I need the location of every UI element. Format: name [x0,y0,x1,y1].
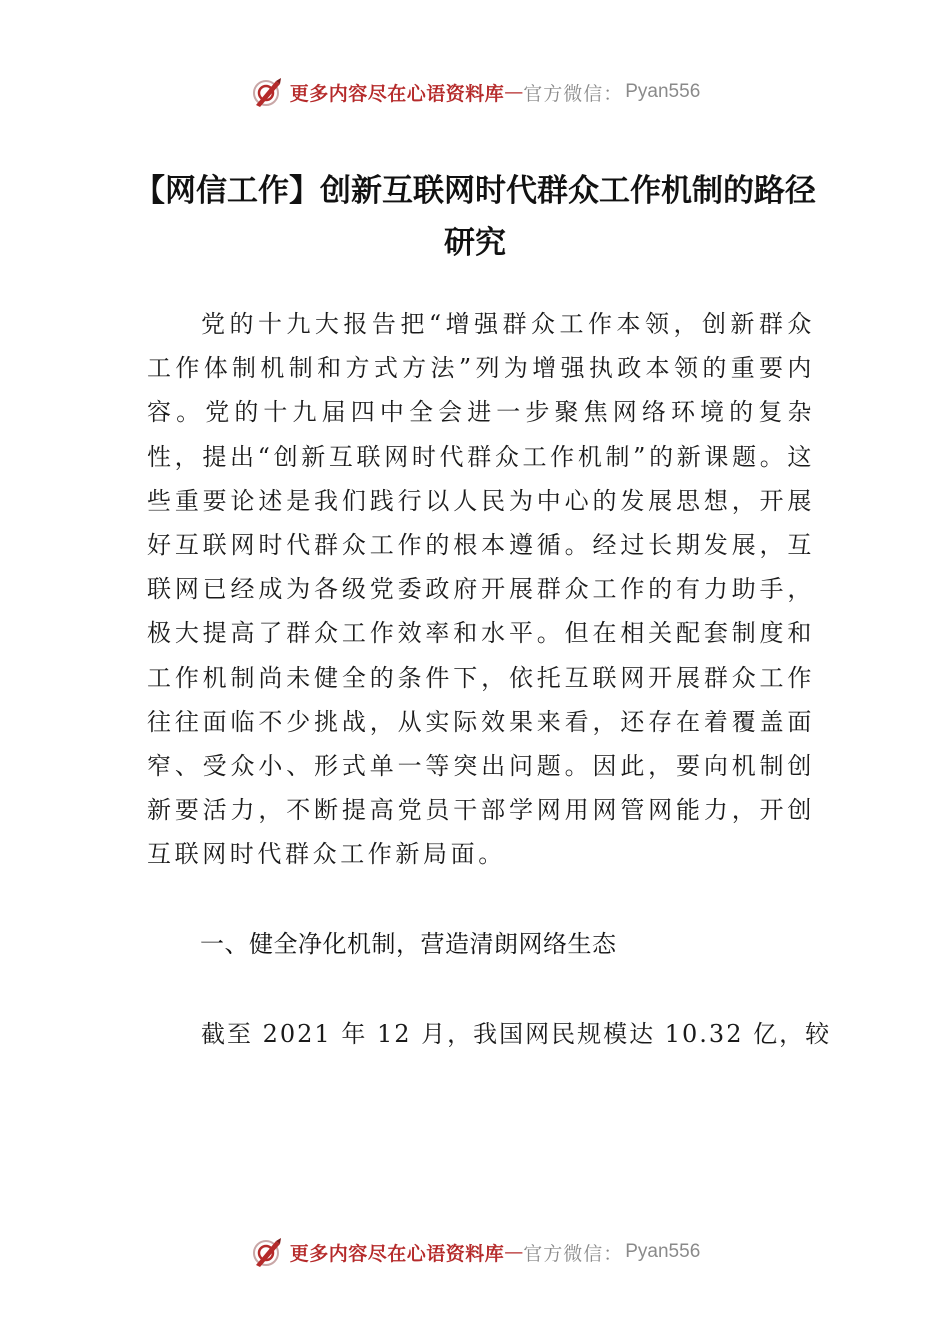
footer-banner [0,1232,950,1272]
banner-wechat-id: Pyan556 [625,1241,701,1262]
pen-circle-logo-icon [250,75,284,109]
banner-separator: — [504,81,524,103]
banner-wechat-id: Pyan556 [625,81,701,102]
pen-circle-logo-icon [250,1235,284,1269]
document-title: 【网信工作】创新互联网时代群众工作机制的路径研究 [134,173,816,261]
intro-paragraph: 党的十九大报告把“增强群众工作本领，创新群众工作体制机制和方式方法”列为增强执政本领的重要内容。党的十九届四中全会进一步聚焦网络环境的复杂性，提出“创新互联网时代群众工作机制”的新课题。这些重要论述是我们践行以人民为中心的发展思想，开展好互联网时代群众工作的根本遵循。经过长期发展，互联网已经成为各级党委政府开展群众工作的有力助手，极大提高了群众工作效率和水平。但在相关配套制度和工作机制尚未健全的条件下，依托互联网开展群众工作往往面临不少挑战，从实际效果来看，还存在着覆盖面窄、受众小、形式单一等突出问题。因此，要向机制创新要活力，不断提高党员干部学网用网管网能力，开创互联网时代群众工作新局面。 [147,310,815,869]
banner-separator: — [504,1241,524,1263]
banner-wechat-label: 官方微信： [523,82,624,105]
banner-wechat-label: 官方微信： [523,1242,624,1265]
section-heading: 一、健全净化机制，营造清朗网络生态 [200,930,617,958]
banner-library-text: 更多内容尽在心语资料库 [289,1242,505,1265]
section-paragraph: 截至 2021 年 12 月，我国网民规模达 10.32 亿，较 [201,1020,832,1048]
header-banner [0,72,950,112]
banner-library-text: 更多内容尽在心语资料库 [289,82,505,105]
